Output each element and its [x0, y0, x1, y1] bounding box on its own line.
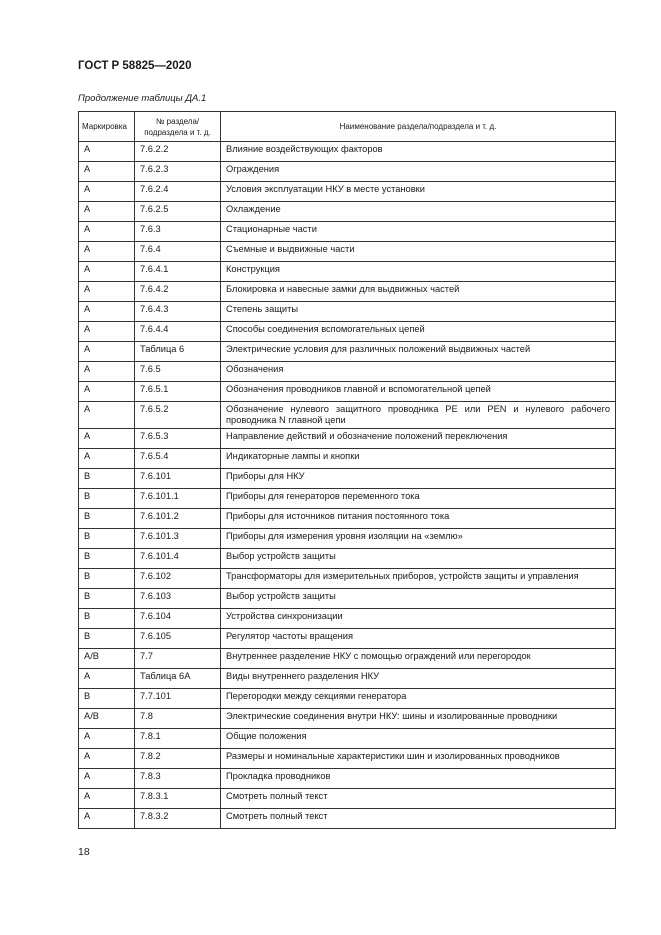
cell-section-number: 7.8.2: [135, 749, 221, 769]
cell-marking: В: [79, 569, 135, 589]
cell-marking: В: [79, 629, 135, 649]
cell-section-number: 7.8.3.1: [135, 789, 221, 809]
cell-section-name: Общие положения: [221, 729, 616, 749]
cell-section-name: Стационарные части: [221, 222, 616, 242]
table-row: [79, 709, 616, 729]
cell-section-name: Виды внутреннего разделения НКУ: [221, 669, 616, 689]
table-caption: Продолжение таблицы ДА.1: [78, 93, 207, 104]
cell-section-number: 7.6.101.1: [135, 489, 221, 509]
table-row: [79, 469, 616, 489]
cell-marking: В: [79, 469, 135, 489]
table-row: [79, 749, 616, 769]
table-row: [79, 809, 616, 829]
table-row: [79, 222, 616, 242]
cell-section-number: 7.6.2.2: [135, 142, 221, 162]
cell-section-number: Таблица 6: [135, 342, 221, 362]
cell-section-number: 7.6.5.1: [135, 382, 221, 402]
table-row: [79, 322, 616, 342]
cell-marking: В: [79, 549, 135, 569]
cell-section-name: Способы соединения вспомогательных цепей: [221, 322, 616, 342]
column-header-section-number: № раздела/ подраздела и т. д.: [135, 112, 221, 142]
cell-section-name: Электрические условия для различных положений выдвижных частей: [221, 342, 616, 362]
cell-marking: А/В: [79, 709, 135, 729]
cell-marking: А: [79, 789, 135, 809]
cell-section-name: Обозначение нулевого защитного проводника PE или PEN и нулевого рабочего проводника N главной цепи: [221, 402, 616, 429]
column-header-section-name: Наименование раздела/подраздела и т. д.: [221, 112, 616, 142]
table-row: [79, 729, 616, 749]
cell-section-number: 7.7.101: [135, 689, 221, 709]
cell-section-name: Съемные и выдвижные части: [221, 242, 616, 262]
cell-section-number: 7.8.3: [135, 769, 221, 789]
cell-marking: А: [79, 809, 135, 829]
cell-marking: А: [79, 402, 135, 429]
cell-section-name: Прокладка проводников: [221, 769, 616, 789]
cell-section-number: 7.6.4.4: [135, 322, 221, 342]
cell-marking: А: [79, 769, 135, 789]
cell-section-name: Степень защиты: [221, 302, 616, 322]
cell-section-name: Влияние воздействующих факторов: [221, 142, 616, 162]
table-row: [79, 789, 616, 809]
cell-section-number: 7.6.2.3: [135, 162, 221, 182]
table-row: [79, 629, 616, 649]
table-row: [79, 262, 616, 282]
cell-marking: А: [79, 282, 135, 302]
cell-marking: А: [79, 162, 135, 182]
cell-section-name: Выбор устройств защиты: [221, 549, 616, 569]
table-row: [79, 162, 616, 182]
cell-section-name: Направление действий и обозначение положений переключения: [221, 429, 616, 449]
cell-marking: В: [79, 489, 135, 509]
cell-section-number: 7.6.4.3: [135, 302, 221, 322]
table-row: [79, 689, 616, 709]
table-row: [79, 589, 616, 609]
cell-section-name: Условия эксплуатации НКУ в месте установки: [221, 182, 616, 202]
cell-section-name: Смотреть полный текст: [221, 809, 616, 829]
table-row: [79, 489, 616, 509]
cell-section-name: Устройства синхронизации: [221, 609, 616, 629]
cell-section-number: 7.8: [135, 709, 221, 729]
cell-section-number: 7.6.105: [135, 629, 221, 649]
cell-section-number: 7.6.4.2: [135, 282, 221, 302]
cell-marking: А: [79, 669, 135, 689]
cell-marking: А/В: [79, 649, 135, 669]
cell-marking: А: [79, 242, 135, 262]
table-row: [79, 569, 616, 589]
table-row: [79, 242, 616, 262]
cell-section-number: 7.6.2.4: [135, 182, 221, 202]
table-row: [79, 649, 616, 669]
cell-marking: А: [79, 382, 135, 402]
table-row: [79, 342, 616, 362]
cell-section-number: 7.6.5.4: [135, 449, 221, 469]
document-standard-title: ГОСТ Р 58825—2020: [78, 60, 192, 72]
cell-section-name: Блокировка и навесные замки для выдвижных частей: [221, 282, 616, 302]
cell-section-name: Обозначения проводников главной и вспомогательной цепей: [221, 382, 616, 402]
cell-marking: А: [79, 342, 135, 362]
cell-section-number: 7.8.3.2: [135, 809, 221, 829]
cell-section-number: 7.6.101: [135, 469, 221, 489]
cell-marking: В: [79, 609, 135, 629]
cell-marking: В: [79, 689, 135, 709]
table-row: [79, 549, 616, 569]
table-row: [79, 302, 616, 322]
cell-marking: А: [79, 142, 135, 162]
cell-section-name: Конструкция: [221, 262, 616, 282]
cell-section-number: 7.6.5.3: [135, 429, 221, 449]
cell-section-name: Обозначения: [221, 362, 616, 382]
cell-section-number: 7.6.104: [135, 609, 221, 629]
cell-marking: В: [79, 529, 135, 549]
cell-section-name: Приборы для измерения уровня изоляции на «землю»: [221, 529, 616, 549]
cell-marking: А: [79, 262, 135, 282]
cell-marking: А: [79, 749, 135, 769]
cell-section-name: Трансформаторы для измерительных приборов, устройств защиты и управления: [221, 569, 616, 589]
page-number: 18: [78, 846, 90, 858]
table-row: [79, 182, 616, 202]
cell-section-number: 7.7: [135, 649, 221, 669]
cell-section-name: Электрические соединения внутри НКУ: шины и изолированные проводники: [221, 709, 616, 729]
cell-marking: А: [79, 202, 135, 222]
table-row: [79, 669, 616, 689]
table-row: [79, 609, 616, 629]
cell-marking: А: [79, 362, 135, 382]
cell-marking: А: [79, 429, 135, 449]
cell-marking: В: [79, 509, 135, 529]
table-row: [79, 142, 616, 162]
cell-marking: А: [79, 729, 135, 749]
cell-marking: А: [79, 222, 135, 242]
cell-section-number: 7.6.101.4: [135, 549, 221, 569]
cell-section-name: Выбор устройств защиты: [221, 589, 616, 609]
column-header-marking: Маркировка: [79, 112, 135, 142]
table-row: [79, 529, 616, 549]
cell-section-name: Регулятор частоты вращения: [221, 629, 616, 649]
cell-section-name: Перегородки между секциями генератора: [221, 689, 616, 709]
cell-marking: А: [79, 322, 135, 342]
cell-section-number: 7.6.3: [135, 222, 221, 242]
cell-marking: А: [79, 182, 135, 202]
cell-section-name: Приборы для НКУ: [221, 469, 616, 489]
table-row: [79, 429, 616, 449]
cell-section-number: 7.8.1: [135, 729, 221, 749]
cell-section-number: 7.6.4: [135, 242, 221, 262]
cell-section-number: 7.6.5: [135, 362, 221, 382]
table-row: [79, 509, 616, 529]
sections-table: [78, 111, 616, 829]
cell-marking: А: [79, 302, 135, 322]
table-header-row: [79, 112, 616, 142]
table-row: [79, 449, 616, 469]
table-row: [79, 402, 616, 429]
cell-section-name: Приборы для источников питания постоянного тока: [221, 509, 616, 529]
cell-section-number: 7.6.102: [135, 569, 221, 589]
cell-section-name: Размеры и номинальные характеристики шин и изолированных проводников: [221, 749, 616, 769]
cell-section-name: Охлаждение: [221, 202, 616, 222]
cell-marking: А: [79, 449, 135, 469]
cell-section-number: 7.6.4.1: [135, 262, 221, 282]
table-row: [79, 382, 616, 402]
cell-section-number: 7.6.2.5: [135, 202, 221, 222]
table-row: [79, 282, 616, 302]
cell-section-name: Ограждения: [221, 162, 616, 182]
cell-section-name: Смотреть полный текст: [221, 789, 616, 809]
table-row: [79, 362, 616, 382]
cell-section-number: 7.6.101.3: [135, 529, 221, 549]
table-body: [79, 142, 616, 829]
cell-marking: В: [79, 589, 135, 609]
cell-section-name: Внутреннее разделение НКУ с помощью ограждений или перегородок: [221, 649, 616, 669]
table-row: [79, 769, 616, 789]
cell-section-number: 7.6.5.2: [135, 402, 221, 429]
table-row: [79, 202, 616, 222]
cell-section-number: Таблица 6А: [135, 669, 221, 689]
cell-section-number: 7.6.103: [135, 589, 221, 609]
cell-section-name: Индикаторные лампы и кнопки: [221, 449, 616, 469]
cell-section-name: Приборы для генераторов переменного тока: [221, 489, 616, 509]
cell-section-number: 7.6.101.2: [135, 509, 221, 529]
